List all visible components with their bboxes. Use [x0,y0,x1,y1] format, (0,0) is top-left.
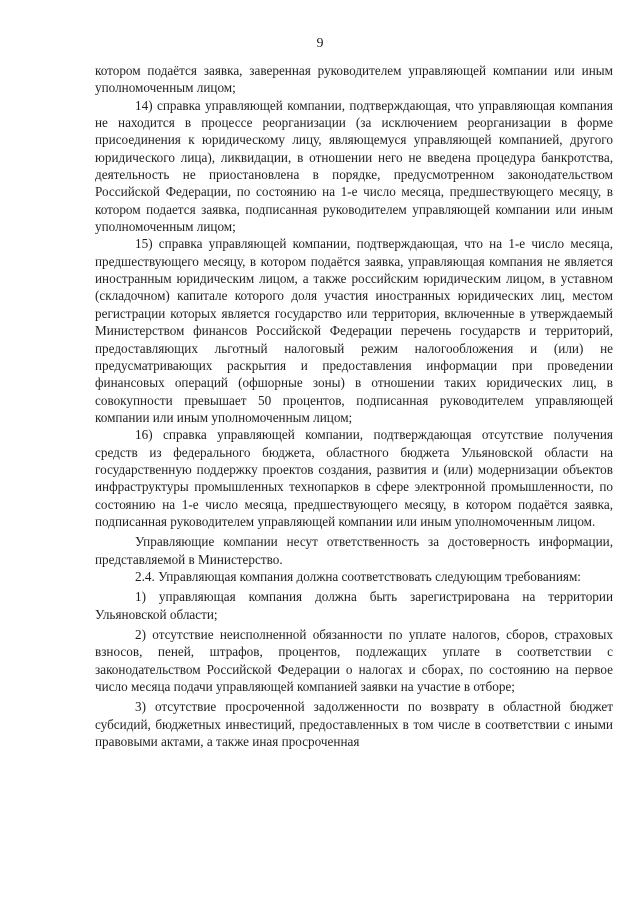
paragraph-requirement-1: 1) управляющая компания должна быть зарегистрирована на территории Ульяновской области; [95,589,613,622]
paragraph-responsibility: Управляющие компании несут ответственность за достоверность информации, представляемой в Министерство. [95,534,613,567]
paragraph-requirement-3: 3) отсутствие просроченной задолженности по возврату в областной бюджет субсидий, бюджетных инвестиций, предоставленных в том числе в соответствии с иными правовыми актами, а также иная просроченная [95,699,613,750]
paragraph-item-14: 14) справка управляющей компании, подтверждающая, что управляющая компания не находится в процессе реорганизации (за исключением реорганизации в форме присоединения к юридическому лицу, являющемуся управляющей компанией, другого юридического лица), ликвидации, в отношении него не введена процедура банкротства, деятельность не приостановлена в порядке, предусмотренном законодательством Российской Федерации, по состоянию на 1-е число месяца, предшествующего месяцу, в котором подается заявка, подписанная руководителем управляющей компании или иным уполномоченным лицом; [95,97,613,235]
paragraph-continuation: котором подаётся заявка, заверенная руководителем управляющей компании или иным уполномоченным лицом; [95,63,613,96]
paragraph-item-16: 16) справка управляющей компании, подтверждающая отсутствие получения средств из федерального бюджета, областного бюджета Ульяновской области на государственную поддержку проектов создания, развития и (или) модернизации объектов инфраструктуры промышленных технопарков в сфере электронной промышленности, по состоянию на 1-е число месяца, предшествующего месяцу, в котором подаётся заявка, подписанная руководителем управляющей компании или иным уполномоченным лицом. [95,427,613,529]
page-number: 9 [316,36,324,51]
document-body [95,62,613,750]
paragraph-item-15: 15) справка управляющей компании, подтверждающая, что на 1-е число месяца, предшествующего месяцу, в котором подаётся заявка, управляющая компания не является иностранным юридическим лицом, а также российским юридическим лицом, в уставном (складочном) капитале которого доля участия иностранных юридических лиц, местом регистрации которых является государство или территория, включенные в утверждаемый Министерством финансов Российской Федерации перечень государств и территорий, предоставляющих льготный налоговый режим налогообложения и (или) не предусматривающих раскрытия и предоставления информации при проведении финансовых операций (офшорные зоны) в отношении таких юридических лиц, в совокупности превышает 50 процентов, подписанная руководителем управляющей компании или иным уполномоченным лицом; [95,236,613,425]
paragraph-section-2-4: 2.4. Управляющая компания должна соответствовать следующим требованиям: [135,568,581,584]
paragraph-requirement-2: 2) отсутствие неисполненной обязанности по уплате налогов, сборов, страховых взносов, пеней, штрафов, процентов, подлежащих уплате в соответствии с законодательством Российской Федерации о налогах и сборах, по состоянию на первое число месяца подачи управляющей компанией заявки на участие в отборе; [95,627,613,695]
